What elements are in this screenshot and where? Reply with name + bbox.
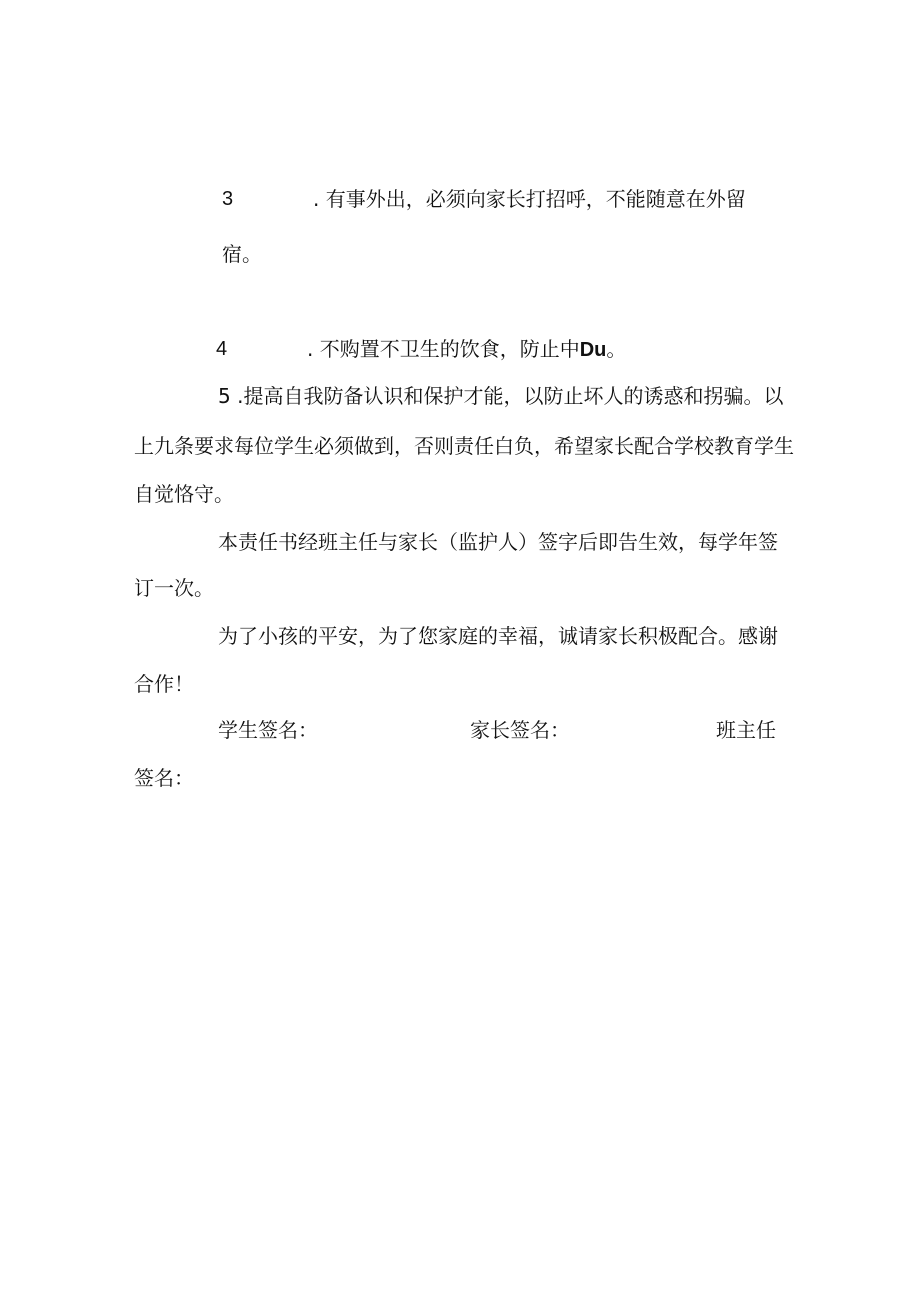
effect-para-line-1: 本责任书经班主任与家长（监护人）签字后即告生效，每学年签	[218, 530, 778, 554]
item-4-text-pre: . 不购置不卫生的饮食，防止中	[307, 337, 580, 361]
teacher-signature-label-part2: 签名：	[134, 766, 194, 790]
item-4-text-latin: Du	[579, 339, 607, 361]
item-4-line	[307, 337, 626, 362]
item-3-line-2: 宿。	[222, 242, 262, 266]
item-4-number: 4	[216, 338, 228, 360]
thanks-para-line-2: 合作！	[134, 672, 194, 696]
item-4-text-post: 。	[606, 337, 627, 361]
item-3-line-1	[313, 187, 749, 211]
student-signature-label: 学生签名：	[218, 718, 318, 742]
item-5-line-2: 上九条要求每位学生必须做到，否则责任白负，希望家长配合学校教育学生	[134, 434, 794, 458]
effect-para-line-2: 订一次。	[134, 576, 214, 600]
teacher-signature-label-part1: 班主任	[716, 718, 776, 742]
item-5-line-1	[218, 384, 786, 408]
item-5-line-3: 自觉恪守。	[134, 482, 234, 506]
item-5-text-1: 5 .提高自我防备认识和保护才能，以防止坏人的诱惑和拐骗。以	[218, 384, 784, 408]
item-3-text: . 有事外出，必须向家长打招呼，不能随意在外留	[313, 187, 746, 211]
parent-signature-label: 家长签名：	[470, 718, 570, 742]
item-3-number: 3	[222, 188, 234, 210]
thanks-para-line-1: 为了小孩的平安，为了您家庭的幸福，诚请家长积极配合。感谢	[218, 624, 778, 648]
